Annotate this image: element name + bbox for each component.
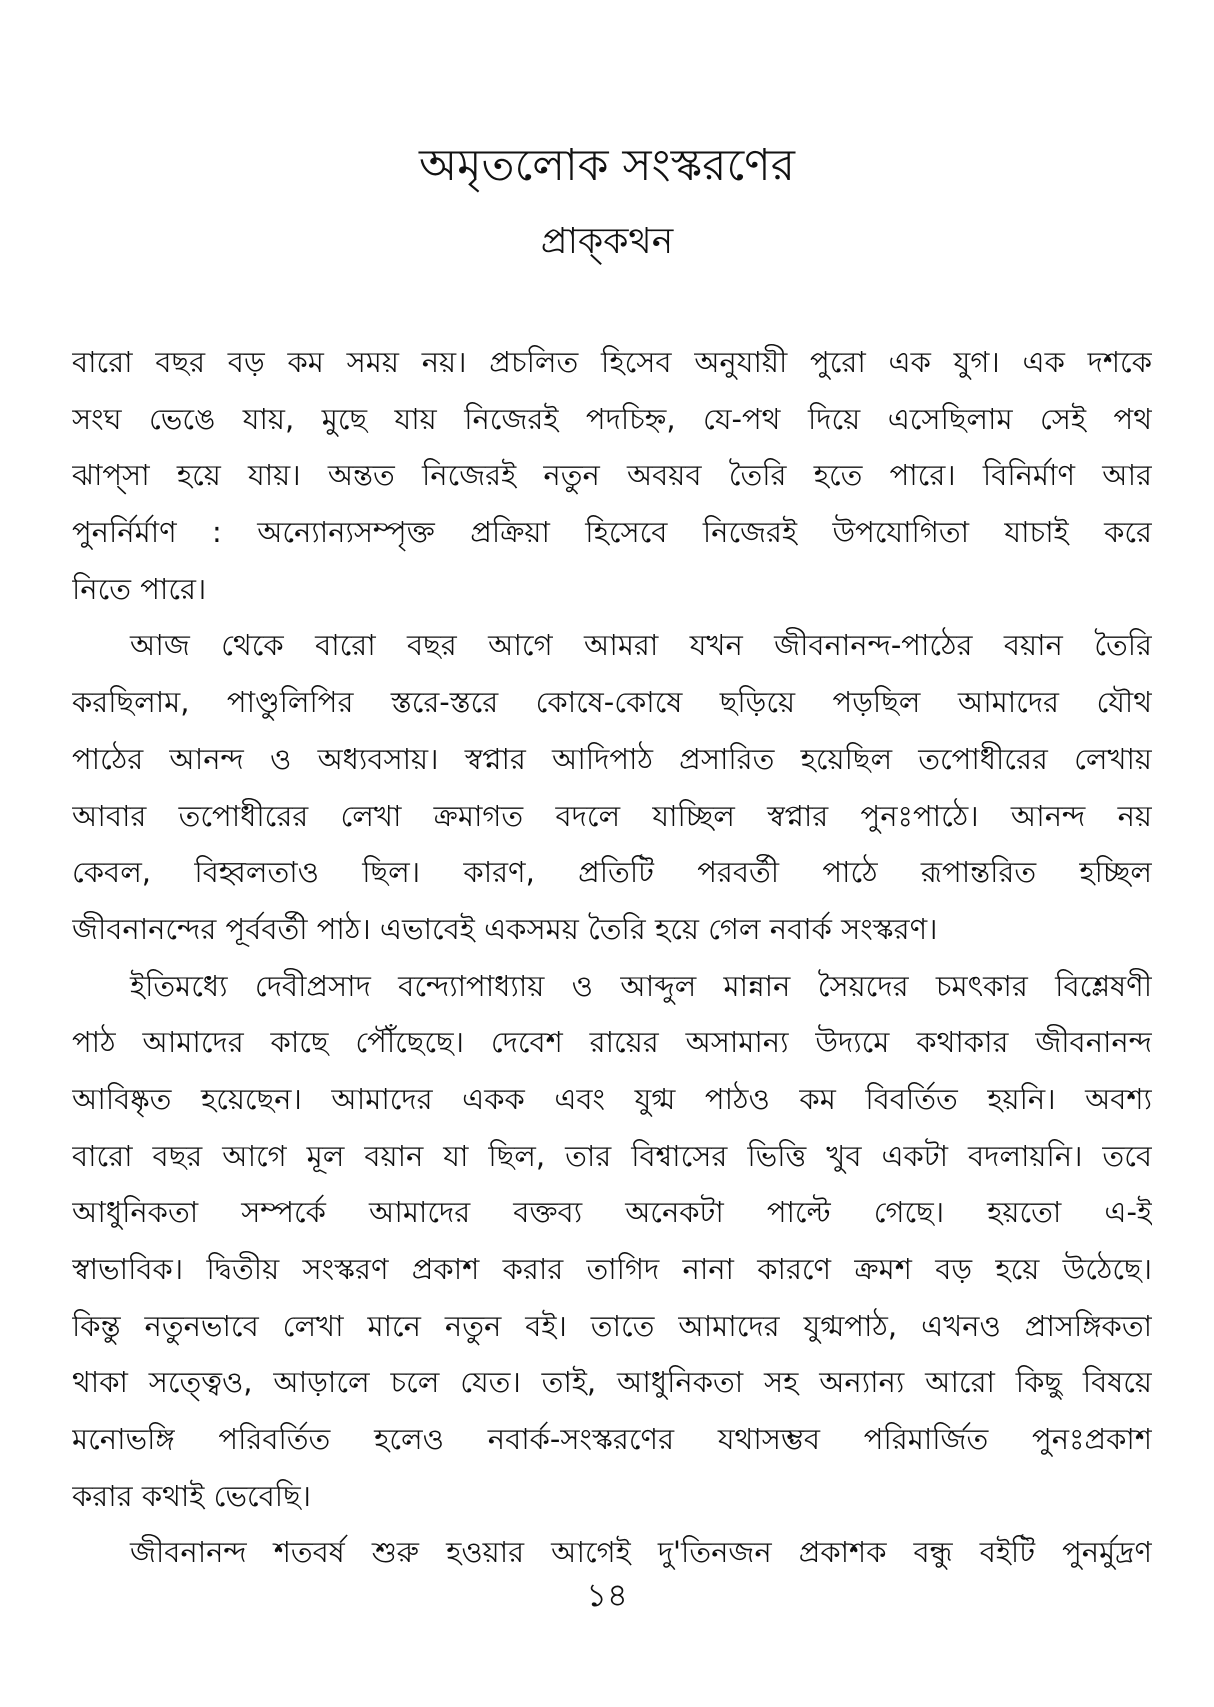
text-line: পাঠের আনন্দ ও অধ্যবসায়। স্বপ্নার আদিপাঠ প্রসারিত হয়েছিল তপোধীরের লেখায়	[72, 741, 1152, 776]
page-number: ১৪	[586, 1576, 628, 1614]
text-line: আধুনিকতা সম্পর্কে আমাদের বক্তব্য অনেকটা পাল্টে গেছে। হয়তো এ-ই	[72, 1195, 1152, 1230]
text-line: কিন্তু নতুনভাবে লেখা মানে নতুন বই। তাতে আমাদের যুগ্মপাঠ, এখনও প্রাসঙ্গিকতা	[72, 1308, 1152, 1343]
page-title: অমৃতলোক সংস্করণের	[419, 140, 795, 191]
text-line: কেবল, বিহ্বলতাও ছিল। কারণ, প্রতিটি পরবর্তী পাঠে রূপান্তরিত হচ্ছিল	[72, 855, 1152, 890]
text-line: স্বাভাবিক। দ্বিতীয় সংস্করণ প্রকাশ করার তাগিদ নানা কারণে ক্রমশ বড় হয়ে উঠেছে।	[72, 1252, 1152, 1286]
text-line: করার কথাই ভেবেছি।	[72, 1478, 312, 1513]
text-line: আবার তপোধীরের লেখা ক্রমাগত বদলে যাচ্ছিল স্বপ্নার পুনঃপাঠে। আনন্দ নয়	[72, 798, 1152, 833]
page-subtitle: প্রাক্‌কথন	[540, 221, 674, 262]
text-line: আবিষ্কৃত হয়েছেন। আমাদের একক এবং যুগ্ম পাঠও কম বিবর্তিত হয়নি। অবশ্য	[72, 1081, 1152, 1116]
text-line: বারো বছর বড় কম সময় নয়। প্রচলিত হিসেব অনুযায়ী পুরো এক যুগ। এক দশকে	[72, 345, 1152, 379]
body-text	[72, 334, 1152, 1581]
text-line: নিতে পারে।	[72, 571, 207, 606]
text-line: করছিলাম, পাণ্ডুলিপির স্তরে-স্তরে কোষে-কোষে ছড়িয়ে পড়ছিল আমাদের যৌথ	[72, 685, 1152, 720]
text-line: জীবনানন্দ শতবর্ষ শুরু হওয়ার আগেই দু'তিনজন প্রকাশক বন্ধু বইটি পুনর্মুদ্রণ	[130, 1535, 1152, 1570]
text-line: সংঘ ভেঙে যায়, মুছে যায় নিজেরই পদচিহ্ন, যে-পথ দিয়ে এসেছিলাম সেই পথ	[72, 401, 1152, 436]
text-line: ইতিমধ্যে দেবীপ্রসাদ বন্দ্যোপাধ্যায় ও আব্দুল মান্নান সৈয়দের চমৎকার বিশ্লেষণী	[130, 968, 1152, 1003]
text-line: আজ থেকে বারো বছর আগে আমরা যখন জীবনানন্দ-পাঠের বয়ান তৈরি	[130, 628, 1152, 663]
text-line: বারো বছর আগে মূল বয়ান যা ছিল, তার বিশ্বাসের ভিত্তি খুব একটা বদলায়নি। তবে	[72, 1138, 1152, 1173]
text-line: পুনর্নির্মাণ : অন্যোন্যসম্পৃক্ত প্রক্রিয়া হিসেবে নিজেরই উপযোগিতা যাচাই করে	[72, 515, 1152, 550]
text-line: ঝাপ্‌সা হয়ে যায়। অন্তত নিজেরই নতুন অবয়ব তৈরি হতে পারে। বিনির্মাণ আর	[72, 458, 1152, 493]
text-line: মনোভঙ্গি পরিবর্তিত হলেও নবার্ক-সংস্করণের যথাসম্ভব পরিমার্জিত পুনঃপ্রকাশ	[72, 1422, 1152, 1457]
text-line: পাঠ আমাদের কাছে পৌঁছেছে। দেবেশ রায়ের অসামান্য উদ্যমে কথাকার জীবনানন্দ	[72, 1025, 1152, 1060]
text-line: থাকা সত্ত্বেও, আড়ালে চলে যেত। তাই, আধুনিকতা সহ অন্যান্য আরো কিছু বিষয়ে	[72, 1365, 1152, 1400]
text-line: জীবনানন্দের পূর্ববর্তী পাঠ। এভাবেই একসময় তৈরি হয়ে গেল নবার্ক সংস্করণ।	[72, 911, 938, 946]
